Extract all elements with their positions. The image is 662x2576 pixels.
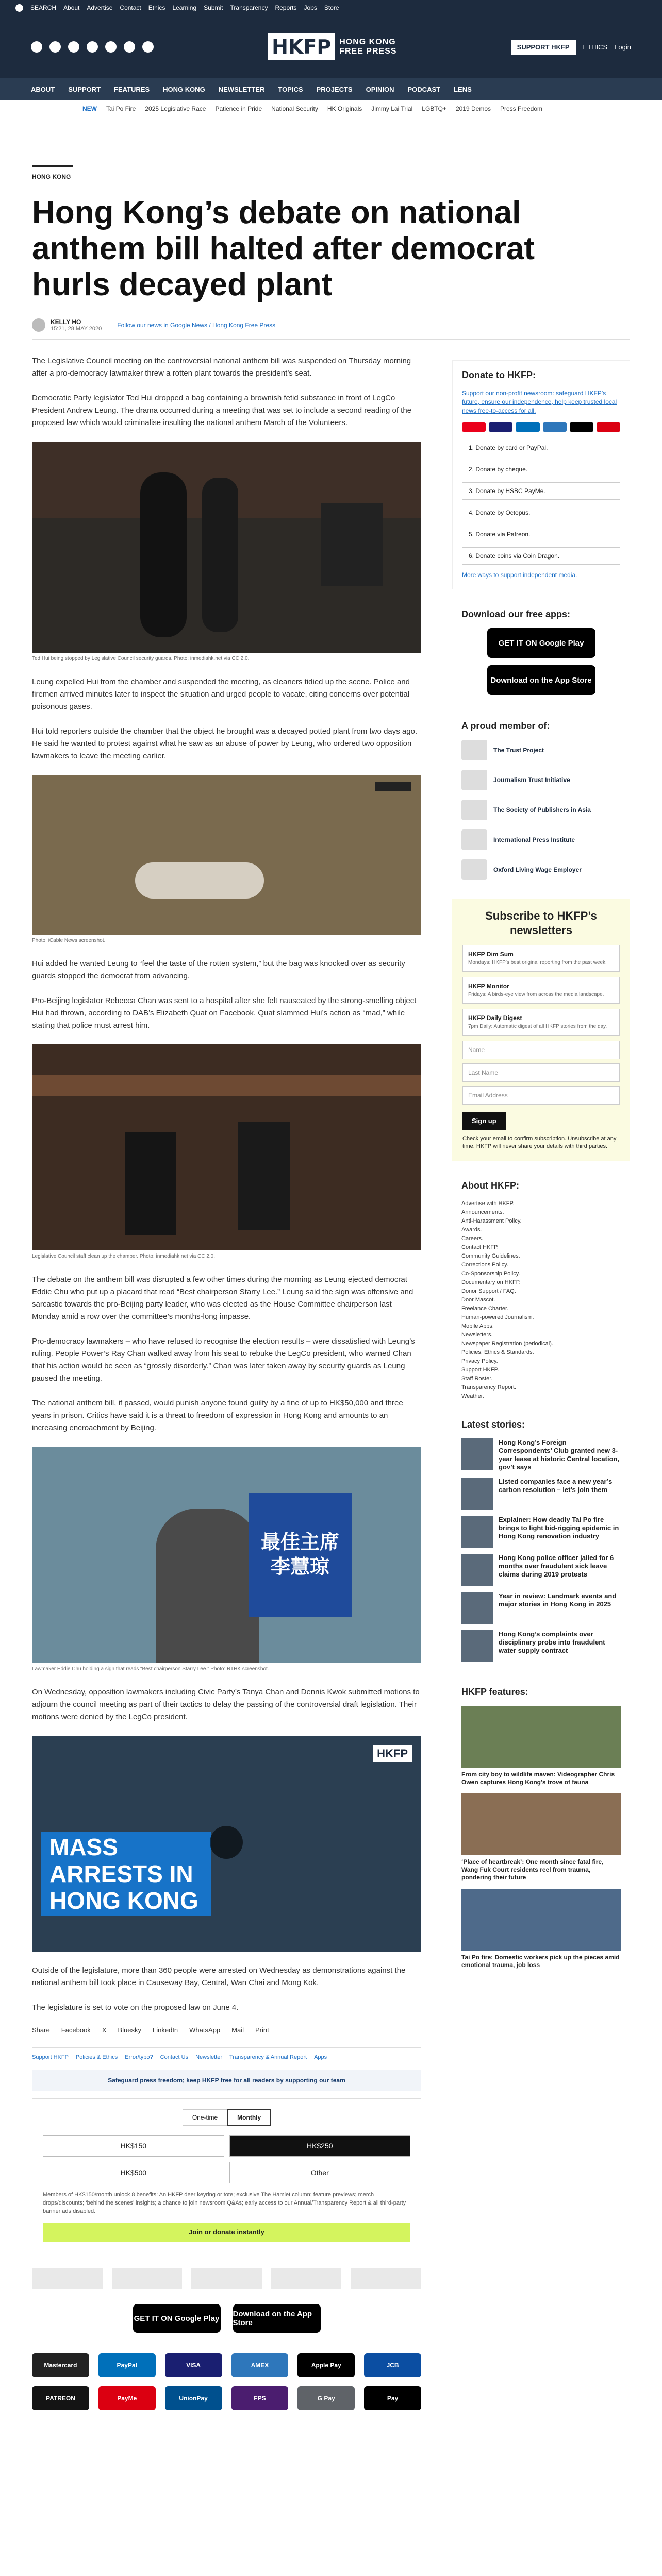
about-link[interactable]: Advertise with HKFP. xyxy=(461,1200,515,1207)
paragraph: On Wednesday, opposition lawmakers including Civic Party’s Tanya Chan and Dennis Kwok submitted motions to adjourn the council meeting as part of their tactics to delay the passing of the controversial draft legislation. Their motions were denied by the LegCo president. xyxy=(32,1688,420,1721)
latest-title: Latest stories: xyxy=(461,1419,525,1430)
app-store-button[interactable]: Download on the App Store xyxy=(487,665,595,695)
sub-nav xyxy=(0,100,662,117)
x-icon[interactable] xyxy=(49,41,61,53)
video-title: MASS ARRESTS IN HONG KONG xyxy=(41,1832,211,1916)
photo-caption: Ted Hui being stopped by Legislative Council security guards. Photo: inmediahk.net via CC 2.0. xyxy=(32,656,250,662)
share-x[interactable]: X xyxy=(102,2026,107,2034)
newsletter-option[interactable]: HKFP Daily Digest 7pm Daily: Automatic digest of all HKFP stories from the day. xyxy=(462,1009,620,1036)
login-link[interactable]: Login xyxy=(615,43,631,51)
member-badges-row xyxy=(32,2268,421,2289)
payment-logo: UnionPay xyxy=(165,2386,222,2410)
photo-caption: Lawmaker Eddie Chu holding a sign that reads “Best chairperson Starry Lee.” Photo: RTHK screenshot. xyxy=(32,1666,269,1672)
topbar-link[interactable]: Advertise xyxy=(87,4,113,11)
paragraph: Hui added he wanted Leung to “feel the taste of the rotten system,” but the bag was knocked over as security guards stopped the democrat from advancing. xyxy=(32,959,405,980)
nav-item[interactable]: PODCAST xyxy=(407,85,441,93)
share-facebook[interactable]: Facebook xyxy=(61,2026,91,2034)
payment-logo: Apple Pay xyxy=(297,2353,355,2377)
topbar-link[interactable]: Reports xyxy=(275,4,297,11)
newsletter-box xyxy=(452,899,630,1161)
newsletter-title: Subscribe to HKFP’s newsletters xyxy=(485,909,597,937)
more-ways-link[interactable]: More ways to support independent media. xyxy=(462,571,577,579)
about-box xyxy=(452,1171,630,1410)
subnav-item[interactable]: HK Originals xyxy=(327,105,362,112)
email-field[interactable]: Email Address xyxy=(462,1086,620,1105)
linkedin-icon[interactable] xyxy=(124,41,135,53)
feature-image xyxy=(461,1889,621,1951)
paragraph: Pro-democracy lawmakers – who have refused to recognise the election results – were dissatisfied with Leung’s ruling. People Power’s Ray Chan walked away from his seat to rebuke the LegCo president, who warned Chan that his action would be seen as “grossly disorderly.” Chan was later taken away by security guards as Leung paused the meeting. xyxy=(32,1337,415,1383)
jti-logo xyxy=(461,770,487,790)
donation-widget xyxy=(32,2098,421,2252)
social-links xyxy=(31,41,154,53)
share-print[interactable]: Print xyxy=(255,2026,269,2034)
thumbnail xyxy=(461,1516,493,1548)
author-avatar xyxy=(32,318,45,332)
donate-option[interactable]: 2. Donate by cheque. xyxy=(462,461,620,478)
paragraph: Outside of the legislature, more than 360 people were arrested on Wednesday as demonstrations against the national anthem bill took place in Causeway Bay, Central, Wan Chai and Mong Kok. xyxy=(32,1966,406,1987)
topbar-link[interactable]: Transparency xyxy=(230,4,268,11)
footer-link[interactable]: Transparency & Annual Report xyxy=(229,2054,307,2060)
about-link[interactable]: Awards. xyxy=(461,1227,482,1233)
name-field[interactable]: Name xyxy=(462,1041,620,1059)
donate-option[interactable]: 4. Donate by Octopus. xyxy=(462,504,620,521)
article-photo xyxy=(32,1044,421,1250)
subnav-item[interactable]: Tai Po Fire xyxy=(106,105,136,112)
member-title: A proud member of: xyxy=(461,721,550,731)
article-body xyxy=(32,355,421,2410)
payment-logo: AMEX xyxy=(231,2353,289,2377)
member-org: Oxford Living Wage Employer xyxy=(461,859,621,880)
donate-option[interactable]: 3. Donate by HSBC PayMe. xyxy=(462,482,620,500)
latest-item[interactable]: Explainer: How deadly Tai Po fire brings to light bid-rigging epidemic in Hong Kong renovation industry xyxy=(461,1516,621,1548)
donate-title: Donate to HKFP: xyxy=(462,370,536,380)
about-link[interactable]: Newspaper Registration (periodical). xyxy=(461,1341,553,1347)
feature-image xyxy=(461,1793,621,1855)
mail-icon[interactable] xyxy=(142,41,154,53)
latest-item[interactable]: Year in review: Landmark events and major stories in Hong Kong in 2025 xyxy=(461,1592,621,1624)
sidebar xyxy=(452,355,630,2410)
nav-item[interactable]: NEWSLETTER xyxy=(218,85,265,93)
payment-logo: Pay xyxy=(364,2386,421,2410)
photo-caption: Legislative Council staff clean up the chamber. Photo: inmediahk.net via CC 2.0. xyxy=(32,1253,216,1259)
about-link[interactable]: Co-Sponsorship Policy. xyxy=(461,1270,520,1277)
paragraph: The national anthem bill, if passed, would punish anyone found guilty by a fine of up to HK$50,000 and three years in prison. Critics have said it is a threat to freedom of expression in Hong Kong and amounts to an increasing encroachment by Beijing. xyxy=(32,1399,403,1432)
latest-item[interactable]: Hong Kong police officer jailed for 6 months over fraudulent sick leave claims during 2019 protests xyxy=(461,1554,621,1586)
payment-logos xyxy=(32,2353,421,2410)
about-title: About HKFP: xyxy=(461,1180,519,1191)
about-link[interactable]: Announcements. xyxy=(461,1209,504,1215)
photo-caption: Photo: iCable News screenshot. xyxy=(32,938,106,943)
applepay-icon xyxy=(570,422,593,432)
card-logos xyxy=(462,422,620,432)
donate-option[interactable]: 6. Donate coins via Coin Dragon. xyxy=(462,547,620,565)
donate-option[interactable]: 5. Donate via Patreon. xyxy=(462,526,620,543)
payment-logo: G Pay xyxy=(297,2386,355,2410)
article-photo xyxy=(32,442,421,653)
join-donate-button[interactable]: Join or donate instantly xyxy=(43,2223,410,2242)
play-icon[interactable] xyxy=(210,1826,243,1859)
placard: 最佳主席 李慧琼 xyxy=(249,1493,352,1617)
about-link[interactable]: Weather. xyxy=(461,1393,484,1399)
ipi-logo xyxy=(461,829,487,850)
app-buttons xyxy=(32,2304,421,2333)
nav-item[interactable]: LENS xyxy=(454,85,472,93)
badge[interactable] xyxy=(351,2268,421,2289)
youtube-icon[interactable] xyxy=(105,41,117,53)
about-link[interactable]: Careers. xyxy=(461,1235,484,1242)
google-play-button[interactable]: GET IT ON Google Play xyxy=(487,628,595,658)
feature-item[interactable]: Tai Po fire: Domestic workers pick up the pieces amid emotional trauma, job loss xyxy=(461,1889,621,1969)
facebook-icon[interactable] xyxy=(31,41,42,53)
topbar-link[interactable]: Store xyxy=(324,4,339,11)
last-name-field[interactable]: Last Name xyxy=(462,1063,620,1082)
latest-box xyxy=(452,1410,630,1677)
subnav-item[interactable]: National Security xyxy=(271,105,318,112)
member-org: The Trust Project xyxy=(461,740,621,760)
latest-item[interactable]: Hong Kong’s Foreign Correspondents’ Club granted new 3-year lease at historic Central location, gov’t says xyxy=(461,1438,621,1471)
paragraph: The Legislative Council meeting on the controversial national anthem bill was suspended on Thursday morning after a pro-democracy lawmaker threw a rotten plant towards the president’s seat. xyxy=(32,357,411,378)
about-link[interactable]: Newsletters. xyxy=(461,1332,493,1338)
subnav-item[interactable]: 2019 Demos xyxy=(455,105,491,112)
threads-icon[interactable] xyxy=(87,41,98,53)
latest-item[interactable]: Hong Kong’s complaints over disciplinary probe into fraudulent water supply contract xyxy=(461,1630,621,1662)
top-utility-bar xyxy=(0,0,662,15)
article-title: Hong Kong’s debate on national anthem bill halted after democrat hurls decayed plant xyxy=(32,195,535,302)
feature-image xyxy=(461,1706,621,1768)
article-kicker[interactable]: HONG KONG xyxy=(32,173,71,180)
thumbnail xyxy=(461,1478,493,1510)
visa-icon xyxy=(489,422,512,432)
badge[interactable] xyxy=(32,2268,103,2289)
about-link[interactable]: Support HKFP. xyxy=(461,1367,499,1373)
nav-item[interactable]: SUPPORT xyxy=(68,85,101,93)
site-header xyxy=(0,15,662,78)
tab-monthly[interactable]: Monthly xyxy=(227,2109,271,2126)
video-logo: HKFP xyxy=(373,1745,412,1762)
about-link[interactable]: Mobile Apps. xyxy=(461,1323,494,1329)
about-link[interactable]: Community Guidelines. xyxy=(461,1253,520,1259)
apps-title: Download our free apps: xyxy=(461,609,571,619)
amount-option-selected[interactable]: HK$250 xyxy=(229,2135,411,2157)
payment-logo: FPS xyxy=(231,2386,289,2410)
payment-logo: Mastercard xyxy=(32,2353,89,2377)
about-link[interactable]: Policies, Ethics & Standards. xyxy=(461,1349,534,1355)
newsletter-note: Check your email to confirm subscription. Unsubscribe at any time. HKFP will never share your details with third parties. xyxy=(462,1136,617,1149)
apps-box xyxy=(452,600,630,711)
paragraph: Pro-Beijing legislator Rebecca Chan was sent to a hospital after she felt nauseated by the strong-smelling object Hui had thrown, according to DAB’s Elizabeth Quat on Facebook. Quat slammed Hui’s action as “mad,” while stating that police must arrest him. xyxy=(32,996,417,1030)
donate-box xyxy=(452,360,630,589)
about-link[interactable]: Anti-Harassment Policy. xyxy=(461,1218,522,1224)
topbar-link[interactable]: Ethics xyxy=(148,4,166,11)
app-store-button[interactable]: Download on the App Store xyxy=(233,2304,321,2333)
badge[interactable] xyxy=(112,2268,183,2289)
sopa-logo xyxy=(461,800,487,820)
footer-link[interactable]: Support HKFP xyxy=(32,2054,69,2060)
paragraph: Democratic Party legislator Ted Hui dropped a bag containing a brownish fetid substance in front of LegCo President Andrew Leung. The drama occurred during a meeting that was set to include a second reading of the proposed law which would criminalise insulting the national anthem March of the Volunteers. xyxy=(32,394,412,427)
thumbnail xyxy=(461,1592,493,1624)
features-box xyxy=(452,1677,630,1986)
thumbnail xyxy=(461,1554,493,1586)
footer-link[interactable]: Policies & Ethics xyxy=(75,2054,118,2060)
member-org: The Society of Publishers in Asia xyxy=(461,800,621,820)
video-embed[interactable] xyxy=(32,1736,421,1952)
title-rule xyxy=(32,165,73,167)
paragraph: The debate on the anthem bill was disrupted a few other times during the morning as Leung ejected democrat Eddie Chu who put up a placard that read “Best chairperson Starry Lee.” Leung said the sign was offensive and sarcastic towards the pro-Beijing party leader, who was elected as the House Committee chairperson last Monday amid a row over the committee’s months-long impasse. xyxy=(32,1275,413,1321)
subnav-item[interactable]: Patience in Pride xyxy=(215,105,262,112)
mastercard-icon xyxy=(462,422,486,432)
topbar-link[interactable]: Contact xyxy=(120,4,141,11)
latest-item[interactable]: Listed companies face a new year’s carbon resolution – let’s join them xyxy=(461,1478,621,1510)
about-link[interactable]: Door Mascot. xyxy=(461,1297,495,1303)
logo-text: HONG KONG FREE PRESS xyxy=(339,38,397,56)
topbar-link[interactable]: SEARCH xyxy=(30,4,57,11)
topbar-link[interactable]: Jobs xyxy=(304,4,317,11)
tab-one-time[interactable]: One-time xyxy=(183,2109,227,2126)
support-hkfp-button[interactable]: SUPPORT HKFP xyxy=(511,40,576,55)
signup-button[interactable]: Sign up xyxy=(462,1112,506,1130)
payme-icon xyxy=(597,422,620,432)
features-title: HKFP features: xyxy=(461,1687,528,1697)
badge[interactable] xyxy=(271,2268,342,2289)
nav-item[interactable]: FEATURES xyxy=(114,85,150,93)
subnav-item[interactable]: Press Freedom xyxy=(500,105,543,112)
about-link[interactable]: Transparency Report. xyxy=(461,1384,516,1391)
share-bluesky[interactable]: Bluesky xyxy=(118,2026,141,2034)
nav-item[interactable]: PROJECTS xyxy=(316,85,353,93)
payment-logo: PayPal xyxy=(98,2353,156,2377)
member-org: Journalism Trust Initiative xyxy=(461,770,621,790)
byline xyxy=(32,318,630,332)
nav-item[interactable]: HONG KONG xyxy=(163,85,205,93)
paragraph: Leung expelled Hui from the chamber and suspended the meeting, as cleaners tidied up the scene. Police and firemen arrived minutes later to inspect the situation and urged people to vacate, citing concerns over potential poisonous gases. xyxy=(32,677,410,711)
about-link[interactable]: Freelance Charter. xyxy=(461,1306,509,1312)
subnav-new-label: NEW xyxy=(82,105,97,112)
author-name[interactable]: KELLY HO xyxy=(51,318,81,326)
newsletter-option[interactable]: HKFP Dim Sum Mondays: HKFP’s best original reporting from the past week. xyxy=(462,945,620,972)
member-org: International Press Institute xyxy=(461,829,621,850)
nav-item[interactable]: TOPICS xyxy=(278,85,303,93)
nav-item[interactable]: ABOUT xyxy=(31,85,55,93)
share-label[interactable]: Share xyxy=(32,2026,50,2034)
logo-mark: HKFP xyxy=(268,33,335,60)
about-link[interactable]: Staff Roster. xyxy=(461,1376,493,1382)
about-link[interactable]: Privacy Policy. xyxy=(461,1358,498,1364)
badge[interactable] xyxy=(191,2268,262,2289)
trust-project-logo xyxy=(461,740,487,760)
about-link[interactable]: Human-powered Journalism. xyxy=(461,1314,534,1320)
member-box xyxy=(452,711,630,899)
amount-option[interactable]: Other xyxy=(229,2162,411,2183)
newsletter-option[interactable]: HKFP Monitor Fridays: A birds-eye view from across the media landscape. xyxy=(462,977,620,1004)
main-nav xyxy=(0,78,662,100)
amount-option[interactable]: HK$500 xyxy=(43,2162,224,2183)
donate-option[interactable]: 1. Donate by card or PayPal. xyxy=(462,439,620,456)
amex-icon xyxy=(543,422,567,432)
share-linkedin[interactable]: LinkedIn xyxy=(153,2026,178,2034)
thumbnail xyxy=(461,1630,493,1662)
footer-link[interactable]: Contact Us xyxy=(160,2054,189,2060)
subnav-item[interactable]: LGBTQ+ xyxy=(422,105,446,112)
share-bar xyxy=(32,2026,421,2034)
ethics-link[interactable]: ETHICS xyxy=(583,43,608,51)
payment-logo: PATREON xyxy=(32,2386,89,2410)
google-play-button[interactable]: GET IT ON Google Play xyxy=(133,2304,221,2333)
about-link[interactable]: Donor Support / FAQ. xyxy=(461,1288,516,1294)
feature-item[interactable]: ‘Place of heartbreak’: One month since fatal fire, Wang Fuk Court residents reel from trauma, pondering their future xyxy=(461,1793,621,1882)
google-news-follow[interactable]: Follow our news in Google News / Hong Kong Free Press xyxy=(117,321,276,329)
feature-item[interactable]: From city boy to wildlife maven: Videographer Chris Owen captures Hong Kong’s trove of fauna xyxy=(461,1706,621,1786)
amount-option[interactable]: HK$150 xyxy=(43,2135,224,2157)
subnav-item[interactable]: 2025 Legislative Race xyxy=(145,105,206,112)
footer-link[interactable]: Newsletter xyxy=(195,2054,223,2060)
about-link[interactable]: Corrections Policy. xyxy=(461,1262,508,1268)
topbar-link[interactable]: Learning xyxy=(172,4,197,11)
subnav-item[interactable]: Jimmy Lai Trial xyxy=(371,105,413,112)
share-whatsapp[interactable]: WhatsApp xyxy=(189,2026,221,2034)
living-wage-logo xyxy=(461,859,487,880)
divider xyxy=(32,339,630,340)
article-photo xyxy=(32,775,421,935)
topbar-link[interactable]: Submit xyxy=(204,4,223,11)
article-date: 15:21, 28 MAY 2020 xyxy=(51,326,102,332)
donate-text[interactable]: Support our non-profit newsroom: safeguard HKFP’s future, ensure our independence, help keep trusted local news free-to-access for all. xyxy=(462,389,617,414)
site-logo[interactable] xyxy=(268,33,396,60)
members-benefits-text: Members of HK$150/month unlock 8 benefits: An HKFP deer keyring or tote; exclusive The Hamlet column; feature previews; merch drops/discounts; ‘behind the scenes’ insights; a chance to join newsroom Q&As; early access to our Annual/Transparency Report & all third-party banner ads disabled. xyxy=(43,2192,406,2214)
footer-link[interactable]: Apps xyxy=(314,2054,327,2060)
about-link[interactable]: Documentary on HKFP. xyxy=(461,1279,521,1285)
search-icon[interactable] xyxy=(15,4,23,12)
paypal-icon xyxy=(516,422,539,432)
payment-logo: JCB xyxy=(364,2353,421,2377)
instagram-icon[interactable] xyxy=(68,41,79,53)
topbar-link[interactable]: About xyxy=(63,4,80,11)
paragraph: Hui told reporters outside the chamber that the object he brought was a decayed potted plant from two days ago. He said he wanted to protest against what he saw as an abuse of power by Leung, who ordered two opposition lawmakers to leave the meeting earlier. xyxy=(32,727,418,760)
share-mail[interactable]: Mail xyxy=(231,2026,244,2034)
support-promo[interactable]: Safeguard press freedom; keep HKFP free for all readers by supporting our team xyxy=(32,2070,421,2091)
payment-logo: PayMe xyxy=(98,2386,156,2410)
article-photo xyxy=(32,1447,421,1663)
paragraph: The legislature is set to vote on the proposed law on June 4. xyxy=(32,2003,239,2012)
nav-item[interactable]: OPINION xyxy=(366,85,394,93)
footer-link[interactable]: Error/typo? xyxy=(125,2054,153,2060)
payment-logo: VISA xyxy=(165,2353,222,2377)
about-link[interactable]: Contact HKFP. xyxy=(461,1244,499,1250)
article-footer-links xyxy=(32,2047,421,2060)
thumbnail xyxy=(461,1438,493,1470)
